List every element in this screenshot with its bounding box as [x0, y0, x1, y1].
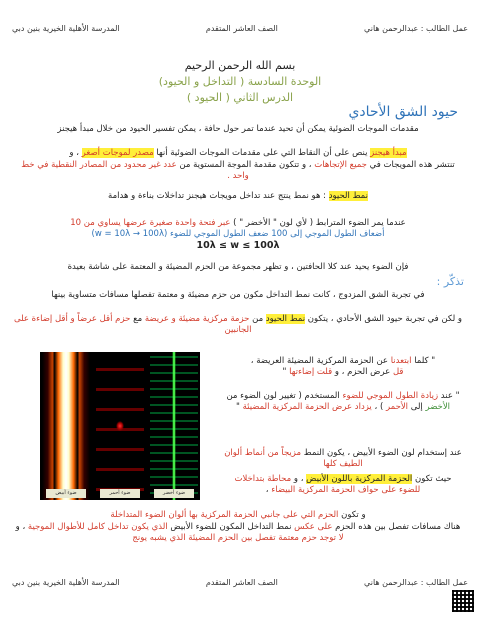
- note-white-light: عند إستخدام لون الضوء الأبيض ، يكون النمط مزيجاً من أنماط ألوان الطيف كلها: [224, 448, 462, 469]
- footer-school: المدرسة الأهلية الخيرية بنين دبي: [12, 578, 120, 587]
- para-intro: مقدمات الموجات الضوئية يمكن أن تحيد عندما تمر حول حافة ، يمكن تفسير الحيود من خلال مبدأ هيجنز: [57, 124, 419, 134]
- section-title: حيود الشق الأحادي: [348, 104, 458, 120]
- para-huygens: مبدأ هيجنز ينص على أن النقاط التي على مقدمات الموجات الضوئية أنها مصدر لموجات أصغر ، و: [69, 148, 407, 158]
- label-red: ضوء أحمر: [100, 489, 140, 498]
- diffraction-images: [40, 352, 200, 500]
- footer-grade: الصف العاشر المتقدم: [205, 578, 278, 587]
- smaller-sources: مصدر لموجات أصغر: [81, 148, 154, 158]
- header-school: المدرسة الأهلية الخيرية بنين دبي: [12, 24, 120, 33]
- title-block: [0, 58, 480, 106]
- note-central-white: حيث تكون الحزمة المركزية باللون الأبيض ، و محاطة بتداخلات للضوء على حواف الحزمة المركزية البيضاء ،: [234, 474, 452, 495]
- para-side-bands: و تكون الحزم التي على جانبي الحزمة المركزية بها ألوان الضوء المتداخلة: [110, 510, 366, 520]
- red-light-pattern: [96, 352, 144, 500]
- para-diffraction-def: نمط الحيود : هو نمط ينتج عند تداخل مويجات هيجنز تداخلات بناءة و هدامة: [108, 191, 368, 201]
- green-light-pattern: [150, 352, 198, 500]
- basmala: بسم الله الرحمن الرحيم: [184, 59, 296, 72]
- page-footer: [12, 578, 468, 594]
- header-student: عمل الطالب : عبدالرحمن هاني: [364, 24, 468, 33]
- para-single-slit: و لكن في تجربة حيود الشق الأحادي ، يتكون نمط الحيود من حزمة مركزية مضيئة و عريضة مع حزم أقل عرضاً و أقل إضاءة على الجانبين: [13, 314, 462, 335]
- qr-code: [452, 590, 474, 612]
- note-wavelength: " عند زيادة الطول الموجي للضوء المستخدم ( تغيير لون الضوء من الأخضر إلى الأحمر ) ، يزداد عرض الحزمة المركزية المضيئة ": [226, 391, 460, 412]
- unit-title: الوحدة السادسة ( التداخل و الحيود): [158, 75, 322, 88]
- white-light-pattern: [42, 352, 90, 500]
- page-header: [12, 24, 468, 40]
- lesson-title: الدرس الثاني ( الحيود ): [186, 91, 294, 104]
- diffraction-term: نمط الحيود: [328, 191, 368, 201]
- remember-heading: تذكّر :: [436, 275, 464, 288]
- label-white: ضوء أبيض: [46, 489, 86, 498]
- para-double-slit: في تجربة الشق المزدوج ، كانت نمط التداخل مكون من حزم مضيئة و معتمة تفصلها مسافات متساوية بينها: [51, 290, 425, 300]
- header-grade: الصف العاشر المتقدم: [205, 24, 278, 33]
- para-spread: تنتشر هذه المويجات في جميع الإتجاهات ، و تتكون مقدمة الموجة المستوية من عدد غير محدود من المصادر النقطية في خط واحد .: [21, 160, 455, 181]
- para-slit: عندما يمر الضوء المترابط ( لأي لون " الأخضر " ) عبر فتحة واحدة صغيرة عرضها يساوي من 10 أضعاف الطول الموجي إلى 100 ضعف الطول الموجي للضوء (w = 10λ → 100λ) 10λ ≤ w ≤ 100λ: [70, 218, 406, 251]
- width-range: 10λ ≤ w ≤ 100λ: [196, 240, 280, 251]
- footer-student: عمل الطالب : عبدالرحمن هاني: [364, 578, 468, 587]
- para-spacing: هناك مسافات تفصل بين هذه الحزم على عكس نمط التداخل المكون للضوء الأبيض الذي يكون تداخل كامل للأطوال الموجية ، و لا توجد حزم معتمة تفصل بين الحزم المضيئة الذي يشبه يونج: [15, 522, 461, 543]
- huygens-term: مبدأ هيجنز: [370, 148, 407, 158]
- note-far-from-center: " كلما ابتعدنا عن الحزمة المركزية المضيئة العريضة ، قل عرض الحزم ، و قلت إضاءتها ": [250, 356, 436, 377]
- para-bands: فإن الضوء يحيد عند كلا الحافتين ، و تظهر مجموعة من الحزم المضيئة و المعتمة على شاشة بعيدة: [67, 262, 409, 272]
- label-green: ضوء أخضر: [154, 489, 194, 498]
